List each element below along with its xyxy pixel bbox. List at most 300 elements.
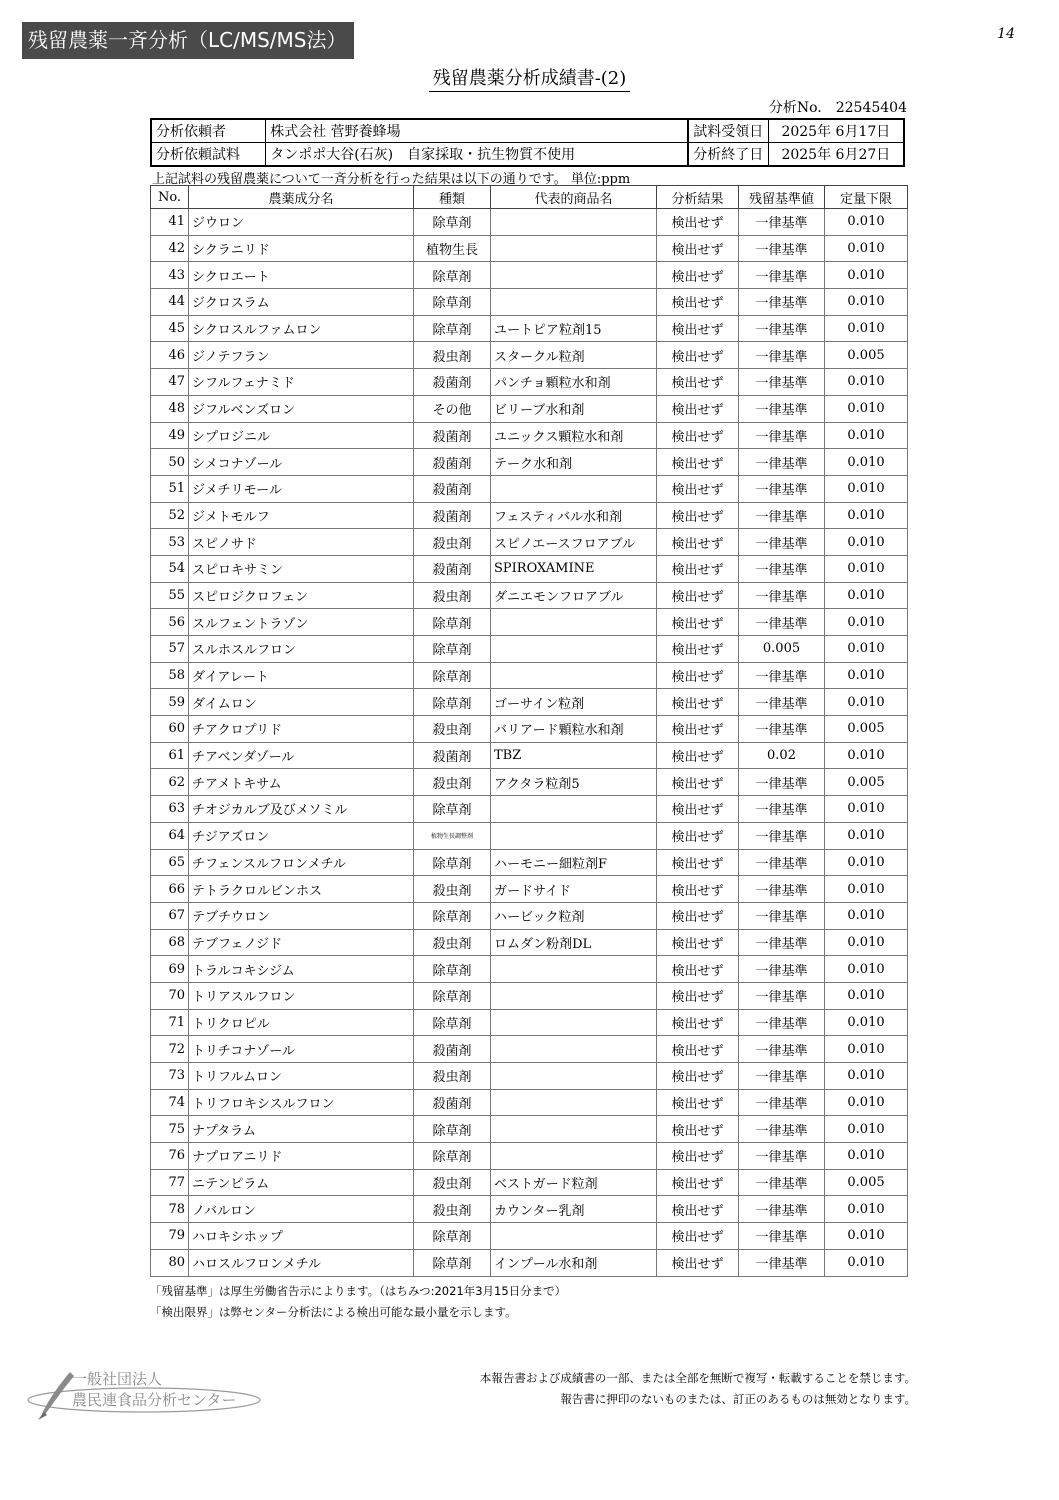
component-name: シプロジニル [189, 422, 414, 449]
row-no: 75 [151, 1116, 189, 1143]
product-name: ベストガード粒剤 [491, 1169, 657, 1196]
quantitation-limit: 0.010 [825, 502, 908, 529]
end-date-label: 分析終了日 [688, 143, 768, 167]
footnote-standard: 「残留基準」は厚生労働省告示によります。（はちみつ:2021年3月15日分まで） [150, 1284, 567, 1298]
copyright-notice: 本報告書および成績書の一部、または全部を無断で複写・転載することを禁じます。 [479, 1371, 916, 1385]
table-row [151, 395, 908, 422]
quantitation-limit: 0.010 [825, 742, 908, 769]
row-no: 50 [151, 449, 189, 476]
component-name: チアベンダゾール [189, 742, 414, 769]
quantitation-limit: 0.010 [825, 555, 908, 582]
product-name [491, 235, 657, 262]
pesticide-type: 殺菌剤 [414, 1089, 491, 1116]
pesticide-type: 除草剤 [414, 1223, 491, 1250]
pesticide-type: 植物生長調整剤 [414, 822, 491, 849]
component-name: テブフェノジド [189, 929, 414, 956]
component-name: トリクロピル [189, 1009, 414, 1036]
analysis-number-value: 22545404 [835, 100, 907, 116]
pesticide-type: 除草剤 [414, 262, 491, 289]
row-no: 55 [151, 582, 189, 609]
residue-standard: 一律基準 [739, 1063, 825, 1090]
component-name: ニテンピラム [189, 1169, 414, 1196]
quantitation-limit: 0.010 [825, 1089, 908, 1116]
table-row [151, 769, 908, 796]
table-row [151, 342, 908, 369]
col-header-type: 種類 [414, 186, 491, 209]
table-row [151, 315, 908, 342]
quantitation-limit: 0.010 [825, 475, 908, 502]
product-name [491, 1223, 657, 1250]
table-row [151, 876, 908, 903]
validity-notice: 報告書に押印のないものまたは、訂正のあるものは無効となります。 [560, 1392, 916, 1406]
analysis-result: 検出せず [657, 876, 739, 903]
analysis-result: 検出せず [657, 475, 739, 502]
quantitation-limit: 0.010 [825, 929, 908, 956]
product-name [491, 662, 657, 689]
residue-standard: 一律基準 [739, 769, 825, 796]
product-name: ハービック粒剤 [491, 902, 657, 929]
client-label: 分析依頼者 [151, 119, 266, 143]
quantitation-limit: 0.010 [825, 289, 908, 316]
table-row [151, 956, 908, 983]
table-row [151, 982, 908, 1009]
analysis-result: 検出せず [657, 1089, 739, 1116]
pesticide-type: 殺虫剤 [414, 582, 491, 609]
component-name: テトラクロルビンホス [189, 876, 414, 903]
residue-standard: 一律基準 [739, 262, 825, 289]
pesticide-type: 植物生長 [414, 235, 491, 262]
analysis-result: 検出せず [657, 1143, 739, 1170]
analysis-result: 検出せず [657, 289, 739, 316]
product-name: アクタラ粒剤5 [491, 769, 657, 796]
product-name: スタークル粒剤 [491, 342, 657, 369]
component-name: チフェンスルフロンメチル [189, 849, 414, 876]
analysis-result: 検出せず [657, 1196, 739, 1223]
col-header-result: 分析結果 [657, 186, 739, 209]
report-type-band: 残留農薬一斉分析（LC/MS/MS法） [22, 22, 354, 59]
analysis-result: 検出せず [657, 929, 739, 956]
client-value: 株式会社 菅野養蜂場 [266, 119, 689, 143]
table-row [151, 529, 908, 556]
row-no: 56 [151, 609, 189, 636]
pesticide-type: 除草剤 [414, 209, 491, 236]
pesticide-type: 除草剤 [414, 1249, 491, 1276]
analysis-result: 検出せず [657, 689, 739, 716]
col-header-component: 農薬成分名 [189, 186, 414, 209]
analysis-result: 検出せず [657, 1116, 739, 1143]
quantitation-limit: 0.010 [825, 982, 908, 1009]
quantitation-limit: 0.010 [825, 1009, 908, 1036]
row-no: 61 [151, 742, 189, 769]
table-row [151, 209, 908, 236]
component-name: ハロスルフロンメチル [189, 1249, 414, 1276]
analysis-number [769, 97, 907, 117]
col-header-loq: 定量下限 [825, 186, 908, 209]
product-name: SPIROXAMINE [491, 555, 657, 582]
table-row [151, 235, 908, 262]
quantitation-limit: 0.010 [825, 956, 908, 983]
quantitation-limit: 0.010 [825, 209, 908, 236]
col-header-no: No. [151, 186, 189, 209]
quantitation-limit: 0.010 [825, 1249, 908, 1276]
product-name [491, 289, 657, 316]
table-row [151, 636, 908, 663]
component-name: シクロスルファムロン [189, 315, 414, 342]
logo-org-type: 一般社団法人 [72, 1370, 163, 1388]
table-row [151, 1143, 908, 1170]
report-title-text: 残留農薬分析成績書-(2) [429, 68, 631, 92]
residue-standard: 0.02 [739, 742, 825, 769]
pesticide-type: 除草剤 [414, 636, 491, 663]
residue-standard: 一律基準 [739, 689, 825, 716]
product-name: カウンター乳剤 [491, 1196, 657, 1223]
row-no: 57 [151, 636, 189, 663]
table-row [151, 582, 908, 609]
component-name: ジクロスラム [189, 289, 414, 316]
footnote-detection-limit: 「検出限界」は弊センター分析法による検出可能な最小量を示します。 [150, 1305, 517, 1319]
analysis-result: 検出せず [657, 1036, 739, 1063]
residue-standard: 一律基準 [739, 209, 825, 236]
row-no: 62 [151, 769, 189, 796]
quantitation-limit: 0.010 [825, 582, 908, 609]
table-row [151, 902, 908, 929]
row-no: 41 [151, 209, 189, 236]
residue-standard: 一律基準 [739, 929, 825, 956]
residue-standard: 一律基準 [739, 1143, 825, 1170]
row-no: 49 [151, 422, 189, 449]
table-row [151, 475, 908, 502]
residue-standard: 一律基準 [739, 662, 825, 689]
table-row [151, 1169, 908, 1196]
product-name: ダニエモンフロアブル [491, 582, 657, 609]
row-no: 64 [151, 822, 189, 849]
component-name: スピロジクロフェン [189, 582, 414, 609]
col-header-standard: 残留基準値 [739, 186, 825, 209]
quantitation-limit: 0.010 [825, 662, 908, 689]
row-no: 78 [151, 1196, 189, 1223]
residue-standard: 一律基準 [739, 235, 825, 262]
component-name: シクラニリド [189, 235, 414, 262]
residue-standard: 一律基準 [739, 849, 825, 876]
center-logo [24, 1364, 264, 1424]
component-name: トリフロキシスルフロン [189, 1089, 414, 1116]
analysis-result: 検出せず [657, 1223, 739, 1250]
pesticide-type: 殺虫剤 [414, 1063, 491, 1090]
analysis-result: 検出せず [657, 422, 739, 449]
table-row [151, 796, 908, 823]
table-row [151, 369, 908, 396]
quantitation-limit: 0.010 [825, 1196, 908, 1223]
row-no: 51 [151, 475, 189, 502]
component-name: チジアズロン [189, 822, 414, 849]
table-row [151, 1223, 908, 1250]
pesticide-type: 殺菌剤 [414, 502, 491, 529]
quantitation-limit: 0.010 [825, 1036, 908, 1063]
table-row [151, 822, 908, 849]
pesticide-type: 除草剤 [414, 662, 491, 689]
product-name: インプール水和剤 [491, 1249, 657, 1276]
table-row [151, 502, 908, 529]
table-row [151, 1116, 908, 1143]
component-name: ハロキシホップ [189, 1223, 414, 1250]
quantitation-limit: 0.005 [825, 1169, 908, 1196]
row-no: 69 [151, 956, 189, 983]
residue-standard: 一律基準 [739, 582, 825, 609]
component-name: スルフェントラゾン [189, 609, 414, 636]
row-no: 42 [151, 235, 189, 262]
product-name [491, 982, 657, 1009]
residue-standard: 一律基準 [739, 1223, 825, 1250]
component-name: ジノテフラン [189, 342, 414, 369]
quantitation-limit: 0.005 [825, 342, 908, 369]
analysis-result: 検出せず [657, 1063, 739, 1090]
component-name: トリフルムロン [189, 1063, 414, 1090]
pesticide-type: 除草剤 [414, 796, 491, 823]
row-no: 74 [151, 1089, 189, 1116]
component-name: トラルコキシジム [189, 956, 414, 983]
product-name [491, 1143, 657, 1170]
analysis-result: 検出せず [657, 209, 739, 236]
row-no: 45 [151, 315, 189, 342]
logo-org-name: 農民連食品分析センター [72, 1391, 237, 1409]
pesticide-type: 除草剤 [414, 609, 491, 636]
residue-standard: 一律基準 [739, 449, 825, 476]
product-name [491, 956, 657, 983]
residue-standard: 一律基準 [739, 289, 825, 316]
residue-standard: 一律基準 [739, 315, 825, 342]
table-row [151, 289, 908, 316]
analysis-result: 検出せず [657, 1009, 739, 1036]
quantitation-limit: 0.005 [825, 716, 908, 743]
residue-standard: 一律基準 [739, 422, 825, 449]
row-no: 71 [151, 1009, 189, 1036]
product-name [491, 262, 657, 289]
residue-standard: 一律基準 [739, 369, 825, 396]
quantitation-limit: 0.010 [825, 449, 908, 476]
quantitation-limit: 0.010 [825, 1223, 908, 1250]
row-no: 67 [151, 902, 189, 929]
analysis-result: 検出せず [657, 716, 739, 743]
analysis-result: 検出せず [657, 502, 739, 529]
residue-standard: 一律基準 [739, 1036, 825, 1063]
component-name: スルホスルフロン [189, 636, 414, 663]
residue-standard: 一律基準 [739, 982, 825, 1009]
quantitation-limit: 0.010 [825, 235, 908, 262]
quantitation-limit: 0.010 [825, 849, 908, 876]
result-note: 上記試料の残留農薬について一斉分析を行った結果は以下の通りです。 単位:ppm [152, 172, 631, 187]
component-name: テブチウロン [189, 902, 414, 929]
pesticide-type: 除草剤 [414, 315, 491, 342]
quantitation-limit: 0.010 [825, 1143, 908, 1170]
results-body [151, 209, 908, 1277]
residue-standard: 一律基準 [739, 716, 825, 743]
product-name [491, 1089, 657, 1116]
report-title [0, 64, 1059, 90]
analysis-result: 検出せず [657, 636, 739, 663]
component-name: チオジカルブ及びメソミル [189, 796, 414, 823]
analysis-result: 検出せず [657, 956, 739, 983]
residue-standard: 一律基準 [739, 1249, 825, 1276]
analysis-result: 検出せず [657, 742, 739, 769]
product-name [491, 822, 657, 849]
row-no: 44 [151, 289, 189, 316]
analysis-result: 検出せず [657, 582, 739, 609]
product-name [491, 636, 657, 663]
col-header-product: 代表的商品名 [491, 186, 657, 209]
product-name [491, 1063, 657, 1090]
product-name [491, 1036, 657, 1063]
table-row [151, 422, 908, 449]
product-name: テーク水和剤 [491, 449, 657, 476]
product-name: ロムダン粉剤DL [491, 929, 657, 956]
quantitation-limit: 0.010 [825, 529, 908, 556]
row-no: 60 [151, 716, 189, 743]
pesticide-type: 除草剤 [414, 289, 491, 316]
analysis-result: 検出せず [657, 609, 739, 636]
analysis-result: 検出せず [657, 315, 739, 342]
product-name [491, 609, 657, 636]
pesticide-type: 殺虫剤 [414, 1196, 491, 1223]
pesticide-type: 殺虫剤 [414, 342, 491, 369]
residue-standard: 一律基準 [739, 1169, 825, 1196]
client-row [151, 119, 904, 143]
component-name: ノバルロン [189, 1196, 414, 1223]
pesticide-type: 殺菌剤 [414, 369, 491, 396]
residue-standard: 一律基準 [739, 902, 825, 929]
analysis-result: 検出せず [657, 1169, 739, 1196]
pesticide-type: 除草剤 [414, 1143, 491, 1170]
row-no: 68 [151, 929, 189, 956]
request-info-table [150, 118, 905, 167]
table-row [151, 1089, 908, 1116]
table-row [151, 609, 908, 636]
row-no: 72 [151, 1036, 189, 1063]
residue-standard: 0.005 [739, 636, 825, 663]
pesticide-type: 殺虫剤 [414, 529, 491, 556]
component-name: ダイアレート [189, 662, 414, 689]
residue-standard: 一律基準 [739, 475, 825, 502]
analysis-result: 検出せず [657, 555, 739, 582]
row-no: 73 [151, 1063, 189, 1090]
quantitation-limit: 0.010 [825, 315, 908, 342]
analysis-result: 検出せず [657, 902, 739, 929]
component-name: チアメトキサム [189, 769, 414, 796]
pesticide-type: 除草剤 [414, 1116, 491, 1143]
quantitation-limit: 0.010 [825, 796, 908, 823]
row-no: 46 [151, 342, 189, 369]
component-name: チアクロプリド [189, 716, 414, 743]
row-no: 59 [151, 689, 189, 716]
analysis-result: 検出せず [657, 769, 739, 796]
residue-standard: 一律基準 [739, 502, 825, 529]
end-date-value: 2025年 6月27日 [768, 143, 904, 167]
component-name: ダイムロン [189, 689, 414, 716]
analysis-result: 検出せず [657, 235, 739, 262]
quantitation-limit: 0.010 [825, 369, 908, 396]
analysis-result: 検出せず [657, 849, 739, 876]
pesticide-type: 除草剤 [414, 689, 491, 716]
residue-standard: 一律基準 [739, 876, 825, 903]
table-row [151, 1196, 908, 1223]
product-name: ガードサイド [491, 876, 657, 903]
product-name: TBZ [491, 742, 657, 769]
product-name: ビリーブ水和剤 [491, 395, 657, 422]
row-no: 80 [151, 1249, 189, 1276]
analysis-result: 検出せず [657, 982, 739, 1009]
receipt-date-label: 試料受領日 [688, 119, 768, 143]
row-no: 58 [151, 662, 189, 689]
residue-standard: 一律基準 [739, 1089, 825, 1116]
product-name [491, 796, 657, 823]
analysis-result: 検出せず [657, 822, 739, 849]
pesticide-type: 殺虫剤 [414, 1169, 491, 1196]
product-name: ゴーサイン粒剤 [491, 689, 657, 716]
pesticide-type: 殺菌剤 [414, 742, 491, 769]
quantitation-limit: 0.010 [825, 876, 908, 903]
pesticide-type: 殺虫剤 [414, 769, 491, 796]
results-table [150, 185, 908, 1277]
component-name: ジウロン [189, 209, 414, 236]
quantitation-limit: 0.010 [825, 1063, 908, 1090]
table-row [151, 742, 908, 769]
pesticide-type: 殺菌剤 [414, 475, 491, 502]
results-header-row [151, 186, 908, 209]
table-row [151, 555, 908, 582]
row-no: 53 [151, 529, 189, 556]
table-row [151, 262, 908, 289]
pesticide-type: 殺虫剤 [414, 876, 491, 903]
row-no: 76 [151, 1143, 189, 1170]
residue-standard: 一律基準 [739, 1116, 825, 1143]
pesticide-type: 除草剤 [414, 956, 491, 983]
product-name [491, 1116, 657, 1143]
pesticide-type: 殺菌剤 [414, 555, 491, 582]
table-row [151, 1249, 908, 1276]
quantitation-limit: 0.010 [825, 1116, 908, 1143]
residue-standard: 一律基準 [739, 555, 825, 582]
table-row [151, 689, 908, 716]
pesticide-type: 除草剤 [414, 849, 491, 876]
product-name [491, 1009, 657, 1036]
residue-standard: 一律基準 [739, 395, 825, 422]
analysis-result: 検出せず [657, 1249, 739, 1276]
analysis-result: 検出せず [657, 449, 739, 476]
pesticide-type: その他 [414, 395, 491, 422]
row-no: 47 [151, 369, 189, 396]
row-no: 48 [151, 395, 189, 422]
quantitation-limit: 0.010 [825, 902, 908, 929]
component-name: シメコナゾール [189, 449, 414, 476]
product-name: ユートピア粒剤15 [491, 315, 657, 342]
residue-standard: 一律基準 [739, 956, 825, 983]
row-no: 66 [151, 876, 189, 903]
table-row [151, 1009, 908, 1036]
product-name: フェスティバル水和剤 [491, 502, 657, 529]
quantitation-limit: 0.010 [825, 689, 908, 716]
component-name: ナプロアニリド [189, 1143, 414, 1170]
residue-standard: 一律基準 [739, 609, 825, 636]
component-name: トリアスルフロン [189, 982, 414, 1009]
row-no: 65 [151, 849, 189, 876]
sample-label: 分析依頼試料 [151, 143, 266, 167]
quantitation-limit: 0.010 [825, 822, 908, 849]
component-name: トリチコナゾール [189, 1036, 414, 1063]
page-number: 14 [997, 26, 1015, 42]
product-name: ハーモニー細粒剤F [491, 849, 657, 876]
pesticide-type: 除草剤 [414, 1009, 491, 1036]
residue-standard: 一律基準 [739, 822, 825, 849]
residue-standard: 一律基準 [739, 1009, 825, 1036]
